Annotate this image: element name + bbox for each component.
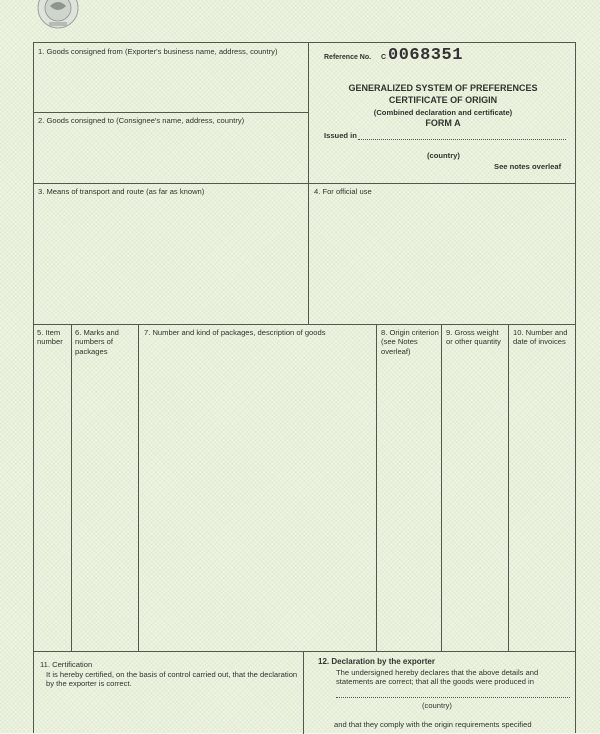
box-12-title: 12. Declaration by the exporter (318, 657, 435, 666)
title-line-1: GENERALIZED SYSTEM OF PREFERENCES (348, 83, 538, 93)
seal-emblem-icon (33, 0, 83, 30)
box-10-label: 10. Number and date of invoices (513, 328, 568, 347)
box-3-label: 3. Means of transport and route (as far as known) (38, 187, 205, 196)
reference-prefix: C (381, 54, 387, 61)
box-12-text: The undersigned hereby declares that the above details and statements are correct; that all the goods were produced in (336, 668, 539, 687)
box-2-label: 2. Goods consigned to (Consignee's name, address, country) (38, 116, 245, 125)
reference-label: Reference No. (324, 54, 372, 61)
form-name: FORM A (425, 118, 461, 128)
title-line-2: CERTIFICATE OF ORIGIN (388, 95, 498, 105)
issued-in-field[interactable] (358, 139, 566, 140)
box-1-label: 1. Goods consigned from (Exporter's business name, address, country) (38, 47, 278, 56)
box-11-text: It is hereby certified, on the basis of control carried out, that the declaration by the exporter is correct. (46, 670, 298, 689)
box-4-label: 4. For official use (314, 187, 372, 196)
form-a-grid (33, 42, 576, 733)
box-5-label: 5. Item number (37, 328, 63, 347)
issued-in-country: (country) (427, 151, 460, 160)
title-subtitle: (Combined declaration and certificate) (373, 108, 513, 117)
box-9-label: 9. Gross weight or other quantity (446, 328, 501, 347)
reference-number: 0068351 (388, 46, 463, 65)
see-notes-overleaf: See notes overleaf (494, 162, 562, 171)
box-11-title: 11. Certification (40, 660, 93, 669)
box-8-label: 8. Origin criterion (see Notes overleaf) (381, 328, 439, 356)
box-12-text-2: and that they comply with the origin requirements specified (334, 720, 532, 729)
box-7-label: 7. Number and kind of packages, description of goods (144, 328, 326, 337)
box-12-country: (country) (422, 701, 452, 710)
produced-in-field[interactable] (336, 697, 570, 698)
issued-in-label: Issued in (324, 131, 357, 140)
box-6-label: 6. Marks and numbers of packages (75, 328, 119, 356)
